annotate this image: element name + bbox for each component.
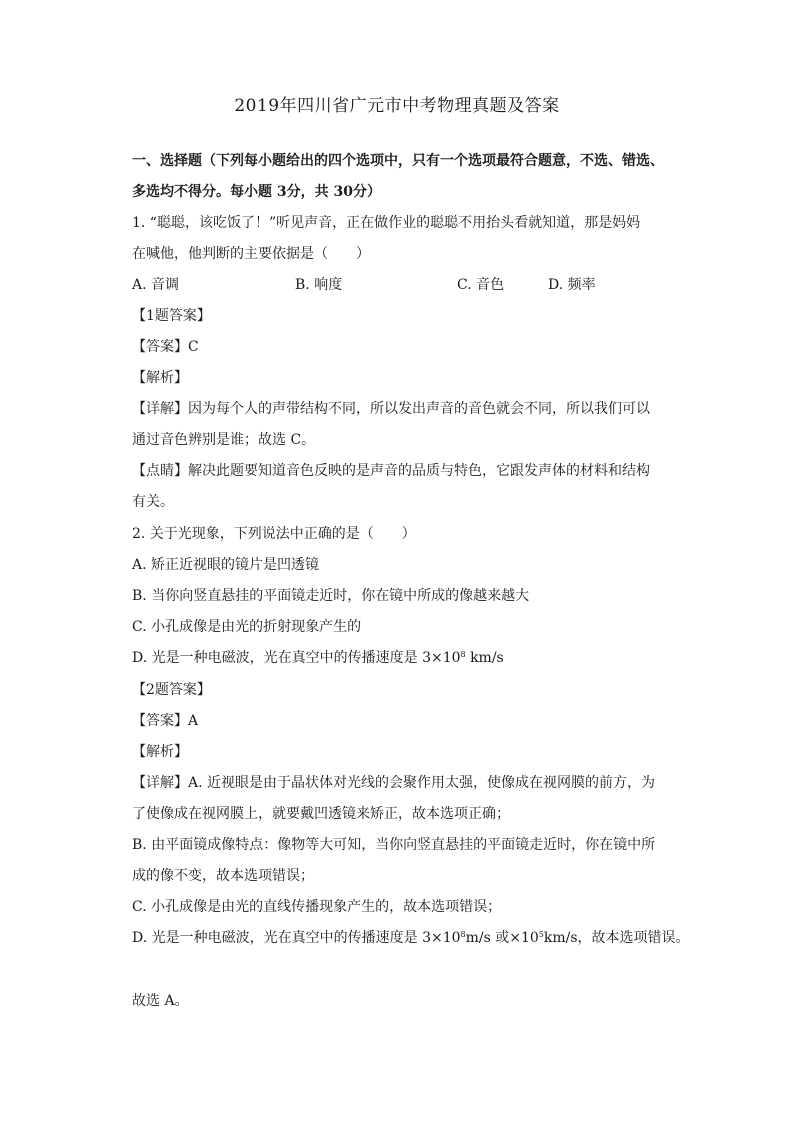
q1-stem-line-1: 1. “聪聪，该吃饭了！”听见声音，正在做作业的聪聪不用抬头看就知道，那是妈妈: [132, 215, 641, 231]
q1-detail-line-2: 通过音色辨别是谁；故选 C。: [132, 432, 316, 448]
q2-answer-heading: 【2题答案】: [132, 682, 211, 698]
q1-stem-line-2: 在喊他，他判断的主要依据是（ ）: [132, 246, 370, 262]
q1-option-c: C. 音色: [457, 277, 505, 293]
section-heading-line-2: 多选均不得分。每小题 3分，共 30分）: [132, 184, 381, 200]
q2-option-d-exponent: 8: [460, 650, 466, 659]
q1-analysis-heading: 【解析】: [132, 370, 188, 386]
q2-option-d: [132, 648, 504, 668]
q2-detail-c: C. 小孔成像是由光的直线传播现象产生的，故本选项错误；: [132, 899, 502, 915]
q2-option-b: B. 当你向竖直悬挂的平面镜走近时，你在镜中所成的像越来越大: [132, 588, 530, 604]
q2-answer: 【答案】A: [132, 713, 199, 729]
q2-detail-d-mid: m/s 或×10: [465, 930, 539, 946]
q2-option-c: C. 小孔成像是由光的折射现象产生的: [132, 619, 362, 635]
q1-answer: 【答案】C: [132, 339, 199, 355]
q2-analysis-heading: 【解析】: [132, 744, 188, 760]
q2-option-d-text: D. 光是一种电磁波，光在真空中的传播速度是 3×10: [132, 650, 461, 666]
q2-detail-d-end: km/s，故本选项错误。: [543, 930, 690, 946]
q2-detail-d-exponent-1: 8: [460, 930, 466, 939]
q2-stem: 2. 关于光现象，下列说法中正确的是（ ）: [132, 526, 416, 542]
q2-detail-a-line-2: 了使像成在视网膜上，就要戴凹透镜来矫正，故本选项正确；: [132, 806, 510, 822]
q2-detail-d-text: D. 光是一种电磁波，光在真空中的传播速度是 3×10: [132, 930, 461, 946]
q1-option-b: B. 响度: [295, 277, 343, 293]
q2-detail-d-exponent-2: 5: [538, 930, 544, 939]
section-heading-line-1: 一、选择题（下列每小题给出的四个选项中，只有一个选项最符合题意，不选、错选、: [132, 153, 664, 169]
q1-answer-heading: 【1题答案】: [132, 308, 211, 324]
q1-option-a: A. 音调: [132, 277, 180, 293]
q1-comment-line-1: 【点睛】解决此题要知道音色反映的是声音的品质与特色，它跟发声体的材料和结构: [132, 463, 650, 479]
document-title: 2019年四川省广元市中考物理真题及答案: [234, 96, 560, 116]
q2-detail-b-line-1: B. 由平面镜成像特点：像物等大可知，当你向竖直悬挂的平面镜走近时，你在镜中所: [132, 837, 656, 853]
q2-detail-b-line-2: 成的像不变，故本选项错误；: [132, 868, 314, 884]
q2-detail-a-line-1: 【详解】A. 近视眼是由于晶状体对光线的会聚作用太强，使像成在视网膜的前方，为: [132, 775, 656, 791]
q1-detail-line-1: 【详解】因为每个人的声带结构不同，所以发出声音的音色就会不同，所以我们可以: [132, 401, 650, 417]
q2-option-a: A. 矫正近视眼的镜片是凹透镜: [132, 557, 320, 573]
q2-detail-d: [132, 928, 690, 948]
q1-option-d: D. 频率: [548, 277, 596, 293]
q2-conclusion: 故选 A。: [132, 993, 189, 1009]
q1-comment-line-2: 有关。: [132, 494, 174, 510]
q2-option-d-unit: km/s: [465, 650, 504, 666]
